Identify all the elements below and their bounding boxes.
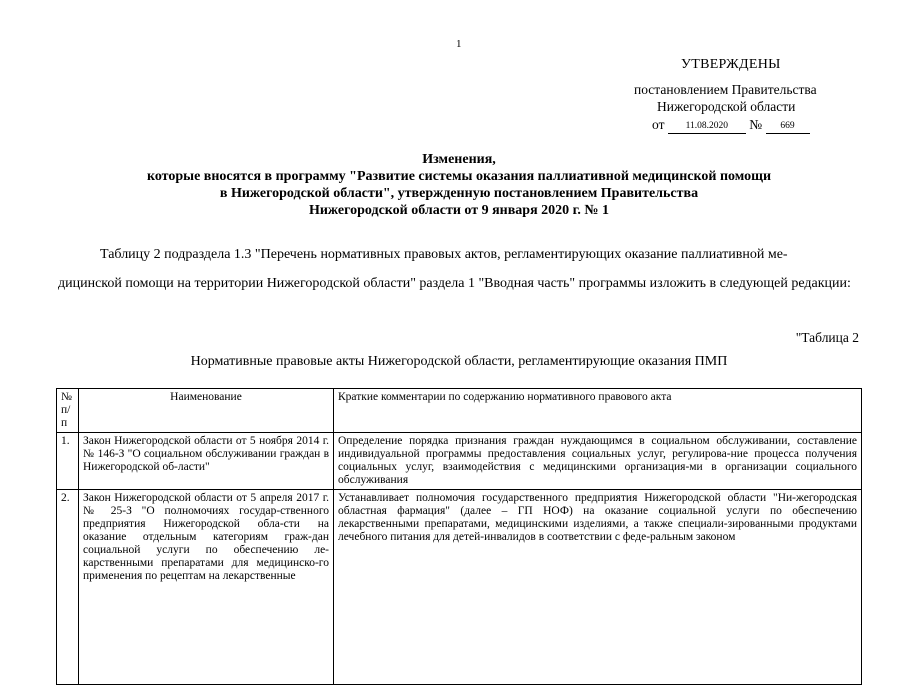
intro-rest: дицинской помощи на территории Нижегородской области" раздела 1 "Вводная часть" программы изложить в следующей редакции: [58, 276, 851, 291]
table-caption: Нормативные правовые акты Нижегородской области, регламентирующие оказания ПМП [190, 354, 728, 369]
table-label: "Таблица 2 [795, 330, 859, 345]
row-num: 1. [57, 433, 79, 490]
heading-line-2: которые вносятся в программу "Развитие системы оказания паллиативной медицинской помощи [146, 169, 772, 184]
heading-line-4: Нижегородской области от 9 января 2020 г. № 1 [308, 203, 610, 218]
heading-line-1: Изменения, [422, 152, 496, 167]
header-num: № п/п [57, 389, 79, 433]
number-prefix: № [749, 117, 763, 132]
legal-acts-table [56, 388, 862, 685]
header-name: Наименование [79, 389, 334, 433]
heading-line-3: в Нижегородской области", утвержденную постановлением Правительства [219, 186, 699, 201]
row-num: 2. [57, 490, 79, 685]
approval-title: УТВЕРЖДЕНЫ [681, 57, 781, 72]
row-name: Закон Нижегородской области от 5 апреля 2017 г. № 25-З "О полномочиях государ-ственного предприятия Нижегородской обла-сти на оказание отдельным категориям граж-дан социальной услуги по обеспечению ле-карственными препаратами для медицинско-го применения по рецептам на лекарственные [79, 490, 334, 685]
approval-line-1: постановлением Правительства [634, 82, 817, 97]
table-row [57, 490, 862, 685]
approval-date-line [652, 117, 810, 134]
date-prefix: от [652, 117, 665, 132]
intro-paragraph [58, 240, 858, 298]
row-name: Закон Нижегородской области от 5 ноября 2014 г. № 146-З "О социальном обслуживании граждан в Нижегородской об-ласти" [79, 433, 334, 490]
page-number: 1 [456, 38, 462, 50]
document-heading [60, 151, 858, 219]
row-desc: Определение порядка признания граждан нуждающимся в социальном обслуживании, составление индивидуальной программы предоставления социальных услуг, регулирова-ние процесса получения социальных услуг, взаимодействия с медицинскими организация-ми в организации социального обслуживания [334, 433, 862, 490]
table-row [57, 433, 862, 490]
intro-line-1: Таблицу 2 подраздела 1.3 "Перечень нормативных правовых актов, регламентирующих оказание паллиативной ме- [100, 247, 788, 262]
approval-number: 669 [766, 120, 810, 134]
approval-date: 11.08.2020 [668, 120, 746, 134]
approval-line-2: Нижегородской области [657, 99, 796, 114]
table-header-row [57, 389, 862, 433]
row-desc: Устанавливает полномочия государственного предприятия Нижегородской области "Ни-жегородская областная фармация" (далее – ГП НОФ) на оказание социальной услуги по обеспечению лекарственными препаратами, медицинскими изделиями, а также специали-зированными продуктами лечебного питания для детей-инвалидов в соответствии с феде-ральным законом [334, 490, 862, 685]
header-desc: Краткие комментарии по содержанию нормативного правового акта [334, 389, 862, 433]
